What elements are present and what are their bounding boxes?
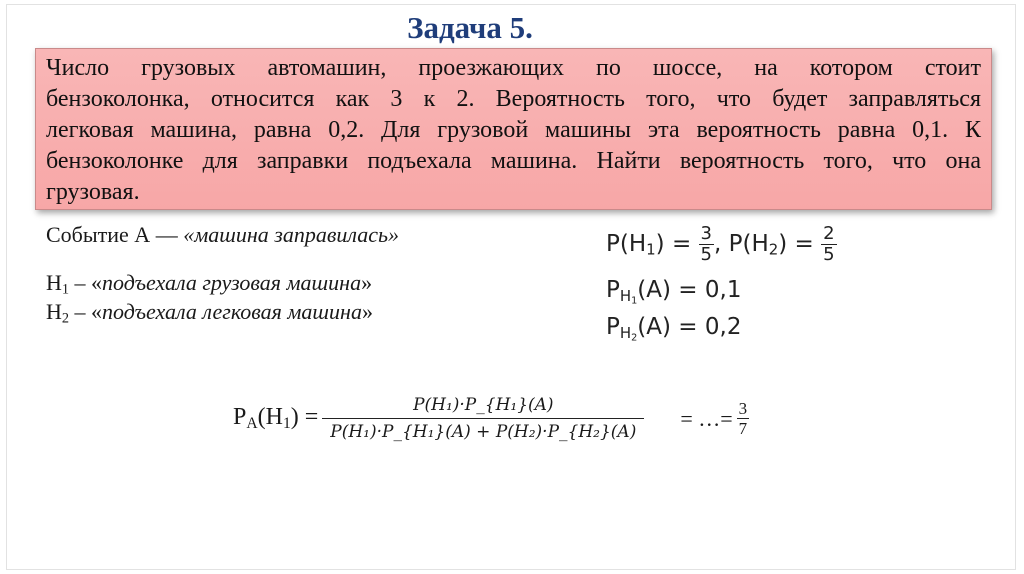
problem-line: бензоколонка, относится как 3 к 2. Вероятность того, что будет заправляться bbox=[46, 86, 981, 112]
hypothesis-dash: – « bbox=[69, 299, 103, 324]
bayes-formula bbox=[233, 395, 749, 442]
bayes-lhs bbox=[233, 404, 318, 433]
event-definition bbox=[46, 222, 399, 248]
prior-label: P(H bbox=[606, 231, 647, 257]
fraction-denominator: 5 bbox=[700, 244, 712, 265]
hypothesis-index: 1 bbox=[61, 281, 70, 298]
fraction-denominator: 5 bbox=[823, 244, 835, 265]
prior-2-fraction bbox=[821, 225, 836, 264]
hypothesis-dash: – « bbox=[69, 270, 103, 295]
bayes-fraction bbox=[326, 395, 640, 442]
problem-line: легковая машина, равна 0,2. Для грузовой машины эта вероятность равна 0,1. К bbox=[46, 117, 981, 143]
prior-label: P(H bbox=[728, 231, 769, 257]
problem-line: грузовая. bbox=[46, 179, 140, 205]
fraction-numerator: 2 bbox=[823, 223, 835, 244]
problem-line: Число грузовых автомашин, проезжающих по шоссе, на котором стоит bbox=[46, 55, 981, 81]
prior-probabilities bbox=[606, 225, 837, 264]
fraction-numerator: 3 bbox=[738, 399, 748, 418]
lhs-close: ) = bbox=[290, 404, 319, 431]
event-text: «машина заправилась» bbox=[183, 222, 400, 247]
event-prefix: Событие А — bbox=[46, 222, 184, 247]
cond-sub: H bbox=[619, 323, 632, 342]
prior-equals: ) = bbox=[778, 231, 822, 257]
bayes-denominator: P(H₁)·P_{H₁}(A) + P(H₂)·P_{H₂}(A) bbox=[330, 422, 637, 442]
conditional-probability-1 bbox=[606, 277, 741, 306]
problem-line: бензоколонке для заправки подъехала машина. Найти вероятность того, что она bbox=[46, 148, 981, 174]
cond-label: P bbox=[606, 277, 620, 303]
lhs-sub: A bbox=[246, 414, 258, 432]
cond-value: (A) = 0,2 bbox=[637, 314, 742, 340]
slide-title: Задача 5. bbox=[407, 10, 533, 45]
bayes-result bbox=[680, 400, 749, 437]
result-prefix: = …= bbox=[680, 405, 733, 431]
bayes-numerator: P(H₁)·P_{H₁}(A) bbox=[322, 395, 644, 419]
hypothesis-close-quote: » bbox=[361, 299, 373, 324]
lhs-arg-sub: 1 bbox=[282, 414, 291, 432]
lhs-arg: (H bbox=[257, 404, 283, 431]
fraction-denominator: 7 bbox=[738, 419, 748, 438]
cond-label: P bbox=[606, 314, 620, 340]
prior-sub: 1 bbox=[646, 240, 656, 259]
cond-subsub: 2 bbox=[631, 332, 638, 344]
hypothesis-text: подъехала легковая машина bbox=[102, 299, 362, 324]
problem-statement-box bbox=[35, 48, 992, 210]
conditional-probability-2 bbox=[606, 314, 741, 343]
hypothesis-1 bbox=[46, 270, 372, 299]
separator: , bbox=[713, 231, 729, 257]
hypothesis-2 bbox=[46, 299, 373, 328]
hypothesis-symbol: H bbox=[46, 299, 62, 324]
hypothesis-symbol: H bbox=[46, 270, 62, 295]
prior-equals: ) = bbox=[655, 231, 699, 257]
cond-subsub: 1 bbox=[631, 295, 638, 307]
hypothesis-text: подъехала грузовая машина bbox=[102, 270, 362, 295]
prior-sub: 2 bbox=[768, 240, 779, 259]
hypothesis-index: 2 bbox=[61, 310, 70, 327]
cond-value: (A) = 0,1 bbox=[637, 277, 742, 303]
cond-sub: H bbox=[619, 286, 632, 305]
fraction-numerator: 3 bbox=[700, 223, 712, 244]
prior-1-fraction bbox=[699, 225, 714, 264]
result-fraction bbox=[737, 400, 750, 437]
hypothesis-close-quote: » bbox=[361, 270, 373, 295]
lhs-p: P bbox=[233, 404, 247, 431]
